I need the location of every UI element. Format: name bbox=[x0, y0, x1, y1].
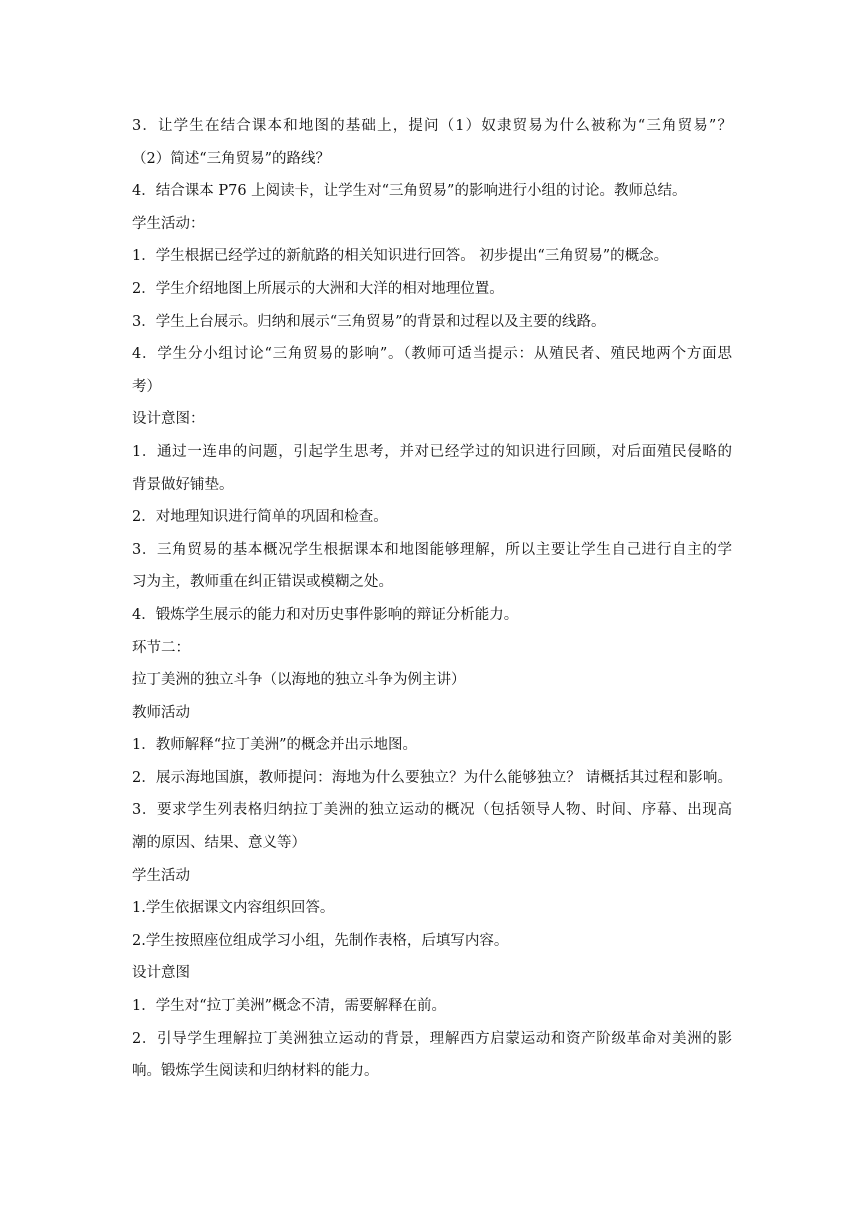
section-heading: 环节二： bbox=[132, 639, 190, 656]
paragraph-line: 习为主，教师重在纠正错误或模糊之处。 bbox=[132, 574, 393, 591]
paragraph-line: 3．三角贸易的基本概况学生根据课本和地图能够理解，所以主要让学生自己进行自主的学 bbox=[132, 541, 732, 558]
section-heading: 设计意图 bbox=[132, 965, 190, 982]
paragraph-line: 1．教师解释“拉丁美洲”的概念并出示地图。 bbox=[132, 737, 418, 754]
paragraph-line: 4．锻炼学生展示的能力和对历史事件影响的辩证分析能力。 bbox=[132, 606, 519, 623]
paragraph-line: 响。锻炼学生阅读和归纳材料的能力。 bbox=[132, 1063, 379, 1080]
paragraph-line: 潮的原因、结果、意义等） bbox=[132, 835, 306, 852]
paragraph-line: 1．学生根据已经学过的新航路的相关知识进行回答。 初步提出“三角贸易”的概念。 bbox=[132, 248, 669, 265]
paragraph-line: 4．结合课本 P76 上阅读卡，让学生对“三角贸易”的影响进行小组的讨论。教师总结。 bbox=[132, 183, 687, 200]
section-heading: 设计意图： bbox=[132, 411, 205, 428]
section-heading: 教师活动 bbox=[132, 704, 190, 721]
paragraph-line: 3．要求学生列表格归纳拉丁美洲的独立运动的概况（包括领导人物、时间、序幕、出现高 bbox=[132, 802, 732, 819]
section-heading: 学生活动 bbox=[132, 867, 190, 884]
paragraph-line: 2．展示海地国旗，教师提问：海地为什么要独立？为什么能够独立？ 请概括其过程和影响。 bbox=[132, 769, 732, 786]
section-heading: 学生活动： bbox=[132, 215, 205, 232]
section-title: 拉丁美洲的独立斗争（以海地的独立斗争为例主讲） bbox=[132, 672, 466, 689]
paragraph-line: 2．引导学生理解拉丁美洲独立运动的背景，理解西方启蒙运动和资产阶级革命对美洲的影 bbox=[132, 1030, 732, 1047]
paragraph-line: 2．学生介绍地图上所展示的大洲和大洋的相对地理位置。 bbox=[132, 280, 504, 297]
paragraph-line: 2．对地理知识进行简单的巩固和检查。 bbox=[132, 509, 388, 526]
paragraph-line: 1．学生对“拉丁美洲”概念不清，需要解释在前。 bbox=[132, 998, 447, 1015]
paragraph-line: 1.学生依据课文内容组织回答。 bbox=[132, 900, 335, 917]
paragraph-line: （2）简述“三角贸易”的路线？ bbox=[132, 150, 331, 167]
document-body bbox=[132, 110, 732, 1088]
paragraph-line: 3．让学生在结合课本和地图的基础上，提问（1）奴隶贸易为什么被称为“三角贸易”？ bbox=[132, 118, 732, 134]
paragraph-line: 2.学生按照座位组成学习小组，先制作表格，后填写内容。 bbox=[132, 932, 509, 949]
paragraph-line: 考） bbox=[132, 378, 161, 395]
paragraph-line: 4．学生分小组讨论“三角贸易的影响”。（教师可适当提示：从殖民者、殖民地两个方面思 bbox=[132, 346, 732, 363]
paragraph-line: 1．通过一连串的问题，引起学生思考，并对已经学过的知识进行回顾，对后面殖民侵略的 bbox=[132, 443, 732, 460]
paragraph-line: 背景做好铺垫。 bbox=[132, 476, 234, 493]
paragraph-line: 3．学生上台展示。归纳和展示“三角贸易”的背景和过程以及主要的线路。 bbox=[132, 313, 606, 330]
